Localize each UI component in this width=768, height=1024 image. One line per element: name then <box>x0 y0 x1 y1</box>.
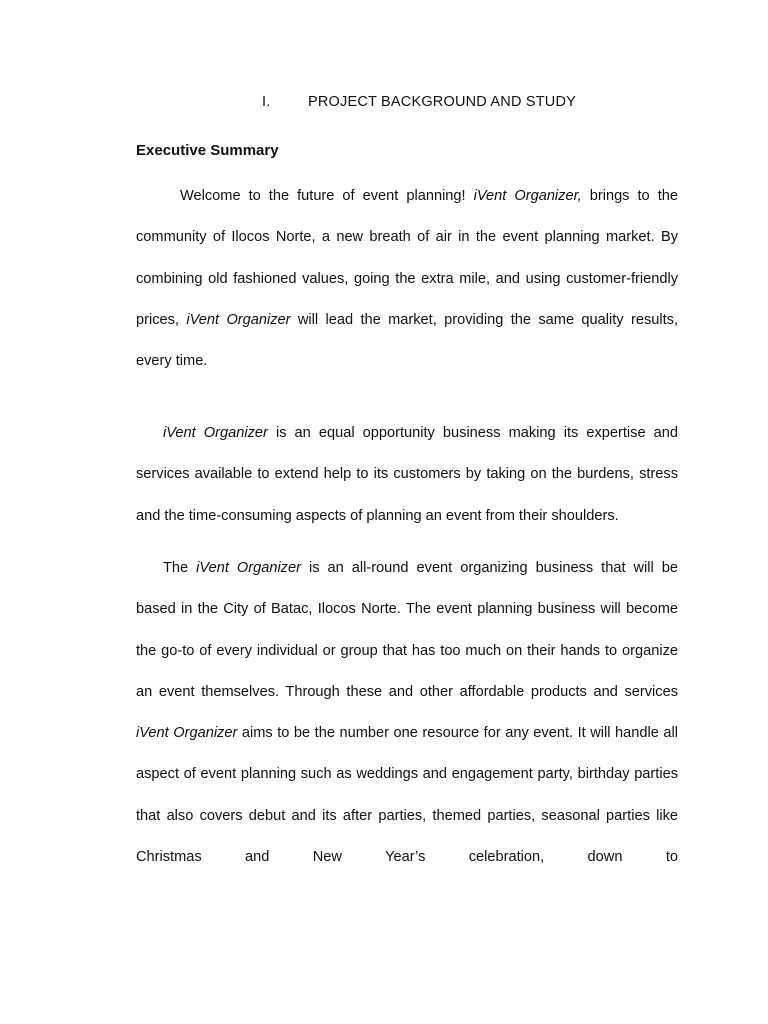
paragraph-text: Welcome to the future of event planning! <box>180 188 474 204</box>
brand-name: iVent Organizer <box>186 311 291 328</box>
brand-name: iVent Organizer <box>163 425 268 441</box>
paragraph-text: is an all-round event organizing business that will be based in the City of Batac, Ilocos Norte. The event planning business will become the go-to of every individual or group that has too much on their hands to organize an event themselves. Through these and other affordable products and services <box>136 560 679 700</box>
section-number: I. <box>262 94 271 110</box>
section-title: PROJECT BACKGROUND AND STUDY <box>308 94 576 110</box>
brand-name: iVent Organizer <box>196 560 301 576</box>
paragraph-text: The <box>163 560 197 576</box>
paragraph-text: brings to the community of Ilocos Norte, a new breath of air in the event planning market. By combining old fashioned values, going the extra mile, and using customer-friendly prices, <box>136 188 678 328</box>
brand-name: iVent Organizer <box>136 725 238 742</box>
paragraph-all-round <box>136 548 678 878</box>
section-heading <box>262 94 576 110</box>
paragraph-text: is an equal opportunity business making its expertise and services available to extend help to its customers by taking on the burdens, stress and the time-consuming aspects of planning an event from their shoulders. <box>136 425 678 524</box>
paragraph-welcome <box>136 176 678 382</box>
brand-name: iVent Organizer, <box>473 188 582 204</box>
paragraph-equal-opportunity <box>136 413 678 537</box>
paragraph-text: aims to be the number one resource for any event. It will handle all aspect of event planning such as weddings and engagement party, birthday parties that also covers debut and its after parties, themed parties, seasonal parties like Christmas and New Year’s celebration, down to <box>136 725 678 866</box>
subheading-executive-summary: Executive Summary <box>136 142 279 159</box>
paragraph-text: will lead the market, providing the same quality results, every time. <box>136 311 679 370</box>
